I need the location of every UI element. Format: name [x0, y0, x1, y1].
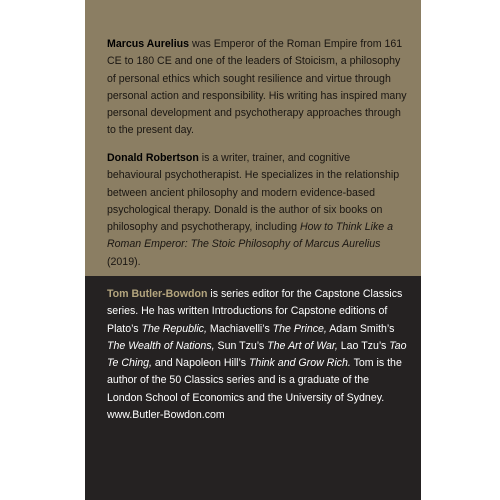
bio-text: is series editor for the Capstone Classics series. He has written Introductions for Capstone editions of Plato’s [107, 288, 403, 335]
donald-robertson-bio [107, 150, 407, 271]
marcus-aurelius-text: was Emperor of the Roman Empire from 161 CE to 180 CE and one of the leaders of Stoicism, a philosophy of personal ethics which sought resilience and virtue through personal action and responsibility. His writing has inspired many personal development and psychotherapy approaches through to the present day. [107, 38, 407, 137]
book-title-art-of-war: The Art of War, [267, 339, 338, 352]
bio-text: Adam Smith’s [326, 322, 395, 335]
book-title-think-and-grow-rich: Think and Grow Rich. [248, 357, 351, 370]
tom-butler-bowdon-name: Tom Butler-Bowdon [107, 288, 208, 300]
bio-text: Machiavelli’s [206, 322, 273, 335]
bio-text: Lao Tzu’s [337, 339, 390, 352]
bio-text: and Napoleon Hill’s [151, 357, 249, 370]
donald-robertson-text: is a writer, trainer, and cognitive behavioural psychotherapist. He specializes in the relationship between ancient philosophy and modern evidence-based psychological therapy. Donald is the author of six books on philosophy and psychotherapy, including [107, 152, 400, 234]
tom-butler-bowdon-bio [107, 286, 407, 424]
bio-text: Sun Tzu’s [214, 339, 268, 352]
bio-text: Tom is the author of the 50 Classics series and is a graduate of the London School of Economics and the University of Sydney. www.Butler-Bowdon.com [107, 357, 402, 422]
book-title-prince: The Prince, [272, 322, 327, 335]
marcus-aurelius-bio [107, 36, 407, 140]
book-back-cover [85, 0, 421, 500]
book-title-republic: The Republic, [141, 322, 207, 335]
book-title-tao-te-ching: Tao Te Ching, [107, 339, 407, 370]
book-title-roman-emperor: How to Think Like a Roman Emperor: The Stoic Philosophy of Marcus Aurelius [107, 221, 394, 251]
donald-robertson-year: (2019). [107, 255, 141, 268]
book-title-wealth-of-nations: The Wealth of Nations, [107, 339, 215, 352]
donald-robertson-name: Donald Robertson [107, 152, 199, 164]
marcus-aurelius-name: Marcus Aurelius [107, 38, 190, 50]
